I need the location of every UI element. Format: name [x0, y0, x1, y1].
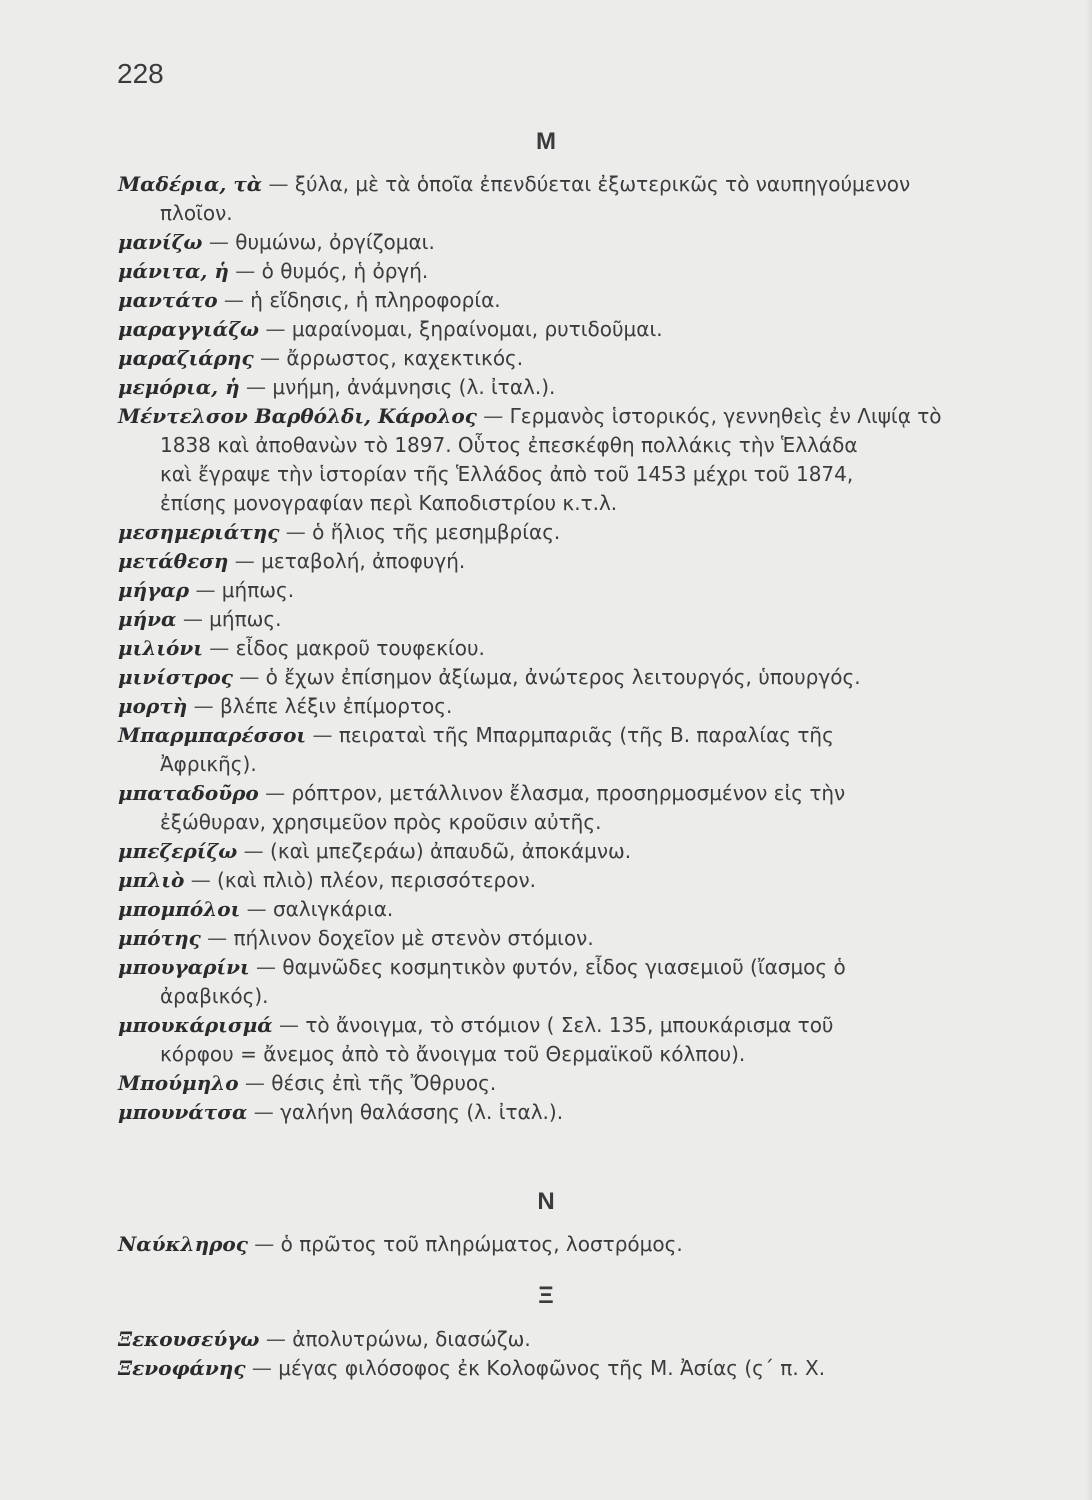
entry-definition: πήλινον δοχεῖον μὲ στενὸν στόμιον. — [233, 926, 594, 950]
entry-migar: μήγαρ — μήπως. — [118, 578, 295, 602]
entry-xekousevgo: Ξεκουσεύγω — ἀπολυτρώνω, διασώζω. — [118, 1327, 531, 1351]
entry-definition: σαλιγκάρια. — [273, 897, 394, 921]
entry-bezerizo: μπεζερίζω — (καὶ μπεζεράω) ἀπαυδῶ, ἀποκάμνω. — [118, 839, 632, 863]
entry-manizo: μανίζω — θυμώνω, ὀργίζομαι. — [118, 230, 435, 254]
entry-xenofanis: Ξενοφάνης — μέγας φιλόσοφος ἐκ Κολοφῶνος τῆς Μ. Ἀσίας (ς΄ π. Χ. — [118, 1356, 826, 1380]
entry-term: Μπούμηλο — [118, 1071, 239, 1095]
entry-batadouro: μπαταδοῦρο — ρόπτρον, μετάλλινον ἔλασμα, προσηρμοσμένον εἰς τὴν ἐξώθυραν, χρησιμεῦον πρὸς κροῦσιν αὐτῆς. — [118, 779, 1018, 837]
entry-definition: ἀπολυτρώνω, διασώζω. — [292, 1327, 531, 1351]
entry-definition: ὁ θυμός, ἡ ὀργή. — [261, 259, 429, 283]
entry-term: μαραζιάρης — [118, 346, 254, 370]
entry-mesimeriatis: μεσημεριάτης — ὁ ἥλιος τῆς μεσημβρίας. — [118, 520, 561, 544]
entry-term: μεσημεριάτης — [118, 520, 280, 544]
entry-definition: θαμνῶδες κοσμητικὸν φυτόν, εἶδος γιασεμιοῦ (ἴασμος ὁ — [282, 955, 846, 979]
entry-definition: μέγας φιλόσοφος ἐκ Κολοφῶνος τῆς Μ. Ἀσίας (ς΄ π. Χ. — [278, 1356, 826, 1380]
entry-definition: (καὶ πλιὸ) πλέον, περισσότερον. — [217, 868, 537, 892]
entry-manita: μάνιτα, ἡ — ὁ θυμός, ἡ ὀργή. — [118, 259, 429, 283]
entry-continuation: καὶ ἔγραψε τὴν ἱστορίαν τῆς Ἑλλάδος ἀπὸ τοῦ 1453 μέχρι τοῦ 1874, — [160, 462, 854, 486]
entry-milioni: μιλιόνι — εἶδος μακροῦ τουφεκίου. — [118, 636, 485, 660]
entry-definition: εἶδος μακροῦ τουφεκίου. — [235, 636, 485, 660]
entry-marangiazo: μαραγγιάζω — μαραίνομαι, ξηραίνομαι, ρυτιδοῦμαι. — [118, 317, 663, 341]
entry-mantato: μαντάτο — ἡ εἴδησις, ἡ πληροφορία. — [118, 288, 501, 312]
entry-term: μαντάτο — [118, 288, 218, 312]
section-n-entries — [118, 1230, 1018, 1259]
page-number: 228 — [117, 58, 164, 89]
entry-boukarisma: μπουκάρισμά — τὸ ἄνοιγμα, τὸ στόμιον ( Σελ. 135, μπουκάρισμα τοῦ κόρφου = ἄνεμος ἀπὸ τὸ ἄνοιγμα τοῦ Θερμαϊκοῦ κόλπου). — [118, 1011, 1018, 1069]
entry-definition: τὸ ἄνοιγμα, τὸ στόμιον ( Σελ. 135, μπουκάρισμα τοῦ — [305, 1013, 834, 1037]
entry-term: μπότης — [118, 926, 201, 950]
entry-definition: μνήμη, ἀνάμνησις (λ. ἰταλ.). — [272, 375, 556, 399]
entry-term: μιλιόνι — [118, 636, 203, 660]
section-heading-m: M — [536, 128, 556, 155]
entry-definition: ξύλα, μὲ τὰ ὁποῖα ἐπενδύεται ἐξωτερικῶς τὸ ναυπηγούμενον — [294, 172, 911, 196]
entry-memoria: μεμόρια, ἡ — μνήμη, ἀνάμνησις (λ. ἰταλ.). — [118, 375, 556, 399]
entry-definition: μαραίνομαι, ξηραίνομαι, ρυτιδοῦμαι. — [291, 317, 663, 341]
entry-barbaressoi: Μπαρμπαρέσσοι — πειραταὶ τῆς Μπαρμπαριᾶς (τῆς Β. παραλίας τῆς Ἀφρικῆς). — [118, 721, 1018, 779]
entry-bomboloi: μπομπόλοι — σαλιγκάρια. — [118, 897, 394, 921]
entry-ministros: μινίστρος — ὁ ἔχων ἐπίσημον ἀξίωμα, ἀνώτερος λειτουργός, ὑπουργός. — [118, 665, 861, 689]
entry-term: μπομπόλοι — [118, 897, 241, 921]
entry-definition: ὁ ἔχων ἐπίσημον ἀξίωμα, ἀνώτερος λειτουργός, ὑπουργός. — [265, 665, 861, 689]
entry-definition: γαλήνη θαλάσσης (λ. ἰταλ.). — [280, 1100, 564, 1124]
section-m-entries — [118, 170, 1018, 1127]
entry-continuation: πλοῖον. — [160, 201, 233, 225]
entry-term: Ναύκληρος — [118, 1232, 248, 1256]
scan-edge-shadow — [1086, 0, 1092, 1500]
entry-bounatsa: μπουνάτσα — γαλήνη θαλάσσης (λ. ἰταλ.). — [118, 1100, 564, 1124]
entry-morti: μορτὴ — βλέπε λέξιν ἐπίμορτος. — [118, 694, 453, 718]
section-heading-n: N — [537, 1188, 555, 1215]
entry-definition: μήπως. — [209, 607, 282, 631]
entry-mendelssohn: Μέντελσον Βαρθόλδι, Κάρολος — Γερμανὸς ἱστορικός, γεννηθεὶς ἐν Λιψίᾳ τὸ 1838 καὶ ἀποθανὼν τὸ 1897. Οὗτος ἐπεσκέφθη πολλάκις τὴν Ἑλλάδα καὶ ἔγραψε τὴν ἱστορίαν τῆς Ἑλλάδος ἀπὸ τοῦ 1453 μέχρι τοῦ 1874, ἐπίσης μονογραφίαν περὶ Καποδιστρίου κ.τ.λ. — [118, 402, 1018, 518]
section-heading-xi: Ξ — [538, 1282, 554, 1309]
entry-term: Ξεκουσεύγω — [118, 1327, 260, 1351]
entry-definition: (καὶ μπεζεράω) ἀπαυδῶ, ἀποκάμνω. — [270, 839, 632, 863]
entry-definition: ἄρρωστος, καχεκτικός. — [286, 346, 524, 370]
entry-continuation: 1838 καὶ ἀποθανὼν τὸ 1897. Οὗτος ἐπεσκέφθη πολλάκις τὴν Ἑλλάδα — [160, 433, 858, 457]
entry-definition: θυμώνω, ὀργίζομαι. — [235, 230, 435, 254]
entry-term: Μέντελσον Βαρθόλδι, Κάρολος — [118, 404, 477, 428]
entry-definition: πειραταὶ τῆς Μπαρμπαριᾶς (τῆς Β. παραλίας τῆς — [338, 723, 834, 747]
entry-term: μεμόρια, ἡ — [118, 375, 240, 399]
entry-term: μετάθεση — [118, 549, 229, 573]
entry-term: μπουκάρισμά — [118, 1013, 273, 1037]
entry-term: Μπαρμπαρέσσοι — [118, 723, 307, 747]
entry-definition: βλέπε λέξιν ἐπίμορτος. — [220, 694, 453, 718]
entry-bougarini: μπουγαρίνι — θαμνῶδες κοσμητικὸν φυτόν, εἶδος γιασεμιοῦ (ἴασμος ὁ ἀραβικός). — [118, 953, 1018, 1011]
entry-term: μορτὴ — [118, 694, 188, 718]
entry-boumilo: Μπούμηλο — θέσις ἐπὶ τῆς Ὄθρυος. — [118, 1071, 497, 1095]
entry-continuation: Ἀφρικῆς). — [160, 752, 257, 776]
entry-term: μπλιὸ — [118, 868, 185, 892]
entry-maraziaris: μαραζιάρης — ἄρρωστος, καχεκτικός. — [118, 346, 524, 370]
entry-maderia: Μαδέρια, τὰ — ξύλα, μὲ τὰ ὁποῖα ἐπενδύεται ἐξωτερικῶς τὸ ναυπηγούμενον πλοῖον. — [118, 170, 1018, 228]
entry-mina: μήνα — μήπως. — [118, 607, 282, 631]
entry-term: μήνα — [118, 607, 177, 631]
entry-term: μπεζερίζω — [118, 839, 238, 863]
entry-term: Μαδέρια, τὰ — [118, 172, 263, 196]
entry-definition: μεταβολή, ἀποφυγή. — [261, 549, 466, 573]
entry-definition: μήπως. — [221, 578, 295, 602]
entry-definition: ρόπτρον, μετάλλινον ἔλασμα, προσηρμοσμένον εἰς τὴν — [291, 781, 846, 805]
entry-term: μανίζω — [118, 230, 203, 254]
entry-definition: ἡ εἴδησις, ἡ πληροφορία. — [250, 288, 501, 312]
entry-term: μαραγγιάζω — [118, 317, 260, 341]
entry-term: μπουγαρίνι — [118, 955, 250, 979]
entry-term: Ξενοφάνης — [118, 1356, 246, 1380]
entry-term: μπουνάτσα — [118, 1100, 248, 1124]
entry-continuation: ἐπίσης μονογραφίαν περὶ Καποδιστρίου κ.τ.λ. — [160, 491, 618, 515]
entry-blio: μπλιὸ — (καὶ πλιὸ) πλέον, περισσότερον. — [118, 868, 537, 892]
entry-nafkliros: Ναύκληρος — ὁ πρῶτος τοῦ πληρώματος, λοστρόμος. — [118, 1232, 683, 1256]
entry-metathesi: μετάθεση — μεταβολή, ἀποφυγή. — [118, 549, 466, 573]
entry-definition: θέσις ἐπὶ τῆς Ὄθρυος. — [271, 1071, 497, 1095]
entry-term: μπαταδοῦρο — [118, 781, 259, 805]
entry-continuation: κόρφου = ἄνεμος ἀπὸ τὸ ἄνοιγμα τοῦ Θερμαϊκοῦ κόλπου). — [160, 1042, 746, 1066]
entry-definition: Γερμανὸς ἱστορικός, γεννηθεὶς ἐν Λιψίᾳ τὸ — [509, 404, 942, 428]
entry-term: μάνιτα, ἡ — [118, 259, 229, 283]
entry-definition: ὁ ἥλιος τῆς μεσημβρίας. — [312, 520, 561, 544]
section-xi-entries — [118, 1325, 1018, 1383]
entry-term: μινίστρος — [118, 665, 233, 689]
entry-botis: μπότης — πήλινον δοχεῖον μὲ στενὸν στόμιον. — [118, 926, 594, 950]
entry-term: μήγαρ — [118, 578, 190, 602]
entry-continuation: ἐξώθυραν, χρησιμεῦον πρὸς κροῦσιν αὐτῆς. — [160, 810, 602, 834]
entry-definition: ὁ πρῶτος τοῦ πληρώματος, λοστρόμος. — [280, 1232, 683, 1256]
entry-continuation: ἀραβικός). — [160, 984, 269, 1008]
